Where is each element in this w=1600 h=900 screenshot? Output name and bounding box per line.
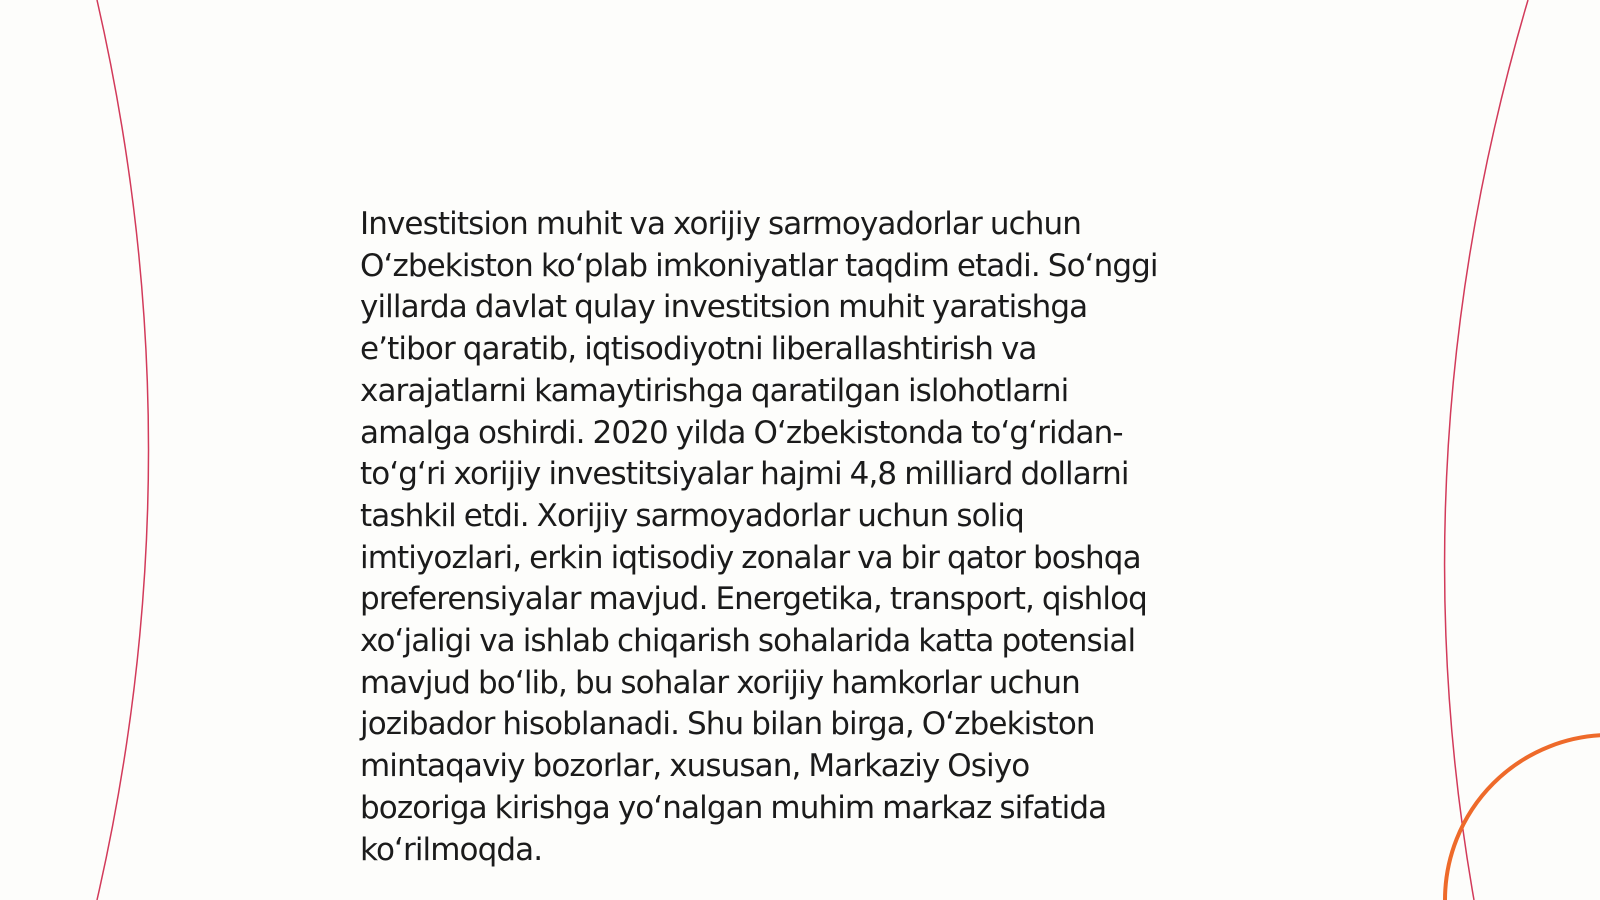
paragraph-line: ko‘rilmoqda. bbox=[360, 831, 543, 868]
paragraph-line: xarajatlarni kamaytirishga qaratilgan islohotlarni bbox=[360, 372, 1069, 409]
paragraph-line: imtiyozlari, erkin iqtisodiy zonalar va bir qator boshqa bbox=[360, 539, 1141, 576]
paragraph-line: tashkil etdi. Xorijiy sarmoyadorlar uchun soliq bbox=[360, 497, 1024, 534]
body-paragraph bbox=[360, 204, 1260, 871]
orange-arc bbox=[1445, 735, 1600, 900]
left-curve-line bbox=[97, 0, 149, 900]
paragraph-line: bozoriga kirishga yo‘nalgan muhim markaz sifatida bbox=[360, 789, 1107, 826]
paragraph-line: e’tibor qaratib, iqtisodiyotni liberallashtirish va bbox=[360, 331, 1037, 368]
paragraph-line: Investitsion muhit va xorijiy sarmoyadorlar uchun bbox=[360, 206, 1081, 242]
paragraph-line: amalga oshirdi. 2020 yilda O‘zbekistonda to‘g‘ridan- bbox=[360, 414, 1123, 451]
paragraph-line: jozibador hisoblanadi. Shu bilan birga, O‘zbekiston bbox=[360, 706, 1095, 743]
paragraph-line: xo‘jaligi va ishlab chiqarish sohalarida katta potensial bbox=[360, 623, 1136, 660]
paragraph-line: preferensiyalar mavjud. Energetika, transport, qishloq bbox=[360, 581, 1147, 618]
paragraph-line: yillarda davlat qulay investitsion muhit yaratishga bbox=[360, 289, 1088, 326]
paragraph-line: mintaqaviy bozorlar, xususan, Markaziy Osiyo bbox=[360, 748, 1030, 785]
paragraph-line: mavjud bo‘lib, bu sohalar xorijiy hamkorlar uchun bbox=[360, 664, 1080, 701]
paragraph-line: to‘g‘ri xorijiy investitsiyalar hajmi 4,8 milliard dollarni bbox=[360, 456, 1129, 493]
paragraph-line: O‘zbekiston ko‘plab imkoniyatlar taqdim etadi. So‘nggi bbox=[360, 247, 1158, 284]
